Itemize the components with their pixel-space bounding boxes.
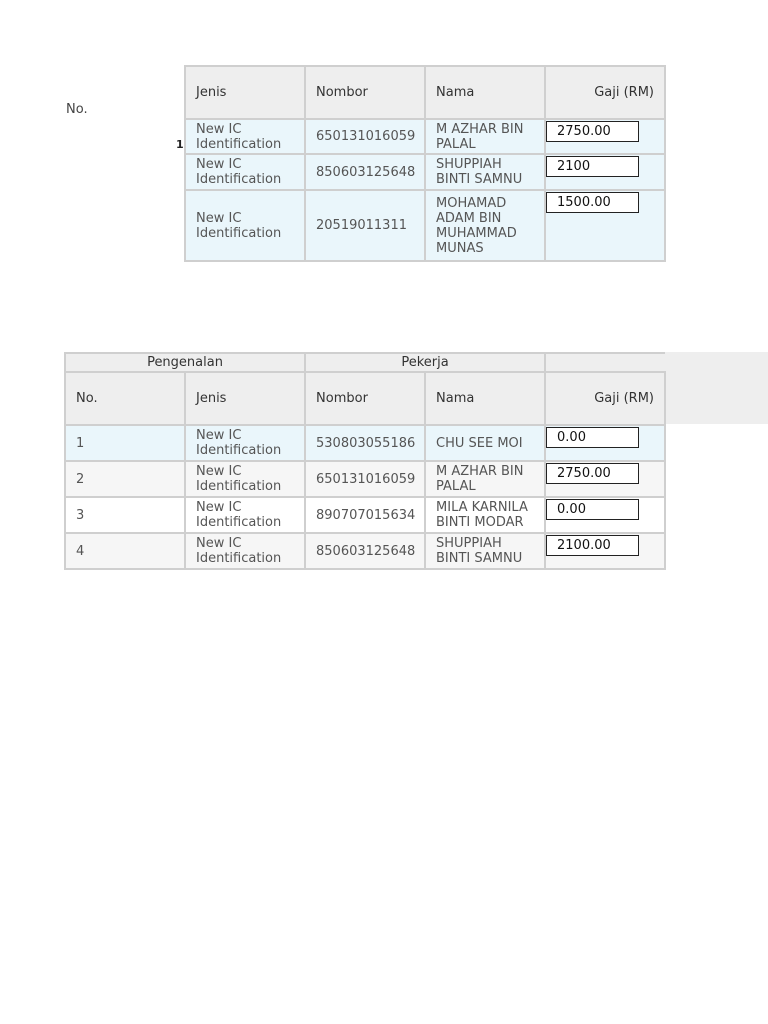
cell-gaji <box>545 119 665 154</box>
cell-gaji <box>545 190 665 261</box>
salary-input[interactable] <box>546 156 639 177</box>
group-pengenalan: Pengenalan <box>65 353 305 372</box>
header-gaji: Gaji (RM) <box>545 66 665 119</box>
header-no: No. <box>65 372 185 425</box>
cell-no: 3 <box>65 497 185 533</box>
cell-jenis: New IC Identification <box>185 425 305 461</box>
group-header-extension <box>664 352 768 424</box>
cell-jenis: New IC Identification <box>185 190 305 261</box>
bottom-employee-table <box>64 352 666 570</box>
table-row <box>65 497 665 533</box>
cell-jenis: New IC Identification <box>185 154 305 190</box>
group-empty <box>545 353 665 372</box>
group-header-row <box>65 353 665 372</box>
cell-gaji <box>545 154 665 190</box>
header-nombor: Nombor <box>305 372 425 425</box>
cell-gaji <box>545 533 665 569</box>
cell-jenis: New IC Identification <box>185 119 305 154</box>
cell-nama: SHUPPIAH BINTI SAMNU <box>425 154 545 190</box>
header-nama: Nama <box>425 66 545 119</box>
salary-input[interactable] <box>546 463 639 484</box>
cell-gaji <box>545 425 665 461</box>
cell-jenis: New IC Identification <box>185 497 305 533</box>
salary-input[interactable] <box>546 499 639 520</box>
cell-nama: MOHAMAD ADAM BIN MUHAMMAD MUNAS <box>425 190 545 261</box>
cell-nama: M AZHAR BIN PALAL <box>425 119 545 154</box>
cell-no: 2 <box>65 461 185 497</box>
salary-input[interactable] <box>546 427 639 448</box>
header-gaji: Gaji (RM) <box>545 372 665 425</box>
table-row <box>65 425 665 461</box>
row-marker: 1 <box>176 138 184 151</box>
cell-no: 4 <box>65 533 185 569</box>
cell-nombor: 890707015634 <box>305 497 425 533</box>
floating-no-label: No. <box>66 102 88 117</box>
cell-jenis: New IC Identification <box>185 461 305 497</box>
cell-nombor: 530803055186 <box>305 425 425 461</box>
salary-input[interactable] <box>546 535 639 556</box>
cell-nombor: 650131016059 <box>305 461 425 497</box>
table-row <box>185 190 665 261</box>
cell-nama: CHU SEE MOI <box>425 425 545 461</box>
salary-input[interactable] <box>546 121 639 142</box>
cell-nombor: 20519011311 <box>305 190 425 261</box>
cell-nombor: 850603125648 <box>305 533 425 569</box>
cell-gaji <box>545 497 665 533</box>
header-jenis: Jenis <box>185 372 305 425</box>
cell-gaji <box>545 461 665 497</box>
cell-nombor: 650131016059 <box>305 119 425 154</box>
table-row <box>65 461 665 497</box>
cell-nama: MILA KARNILA BINTI MODAR <box>425 497 545 533</box>
cell-nama: M AZHAR BIN PALAL <box>425 461 545 497</box>
header-nama: Nama <box>425 372 545 425</box>
cell-nama: SHUPPIAH BINTI SAMNU <box>425 533 545 569</box>
cell-no: 1 <box>65 425 185 461</box>
table-row <box>185 154 665 190</box>
cell-nombor: 850603125648 <box>305 154 425 190</box>
table-row <box>65 533 665 569</box>
header-row <box>185 66 665 119</box>
salary-input[interactable] <box>546 192 639 213</box>
cell-jenis: New IC Identification <box>185 533 305 569</box>
table-row <box>185 119 665 154</box>
group-pekerja: Pekerja <box>305 353 545 372</box>
header-row <box>65 372 665 425</box>
header-nombor: Nombor <box>305 66 425 119</box>
header-jenis: Jenis <box>185 66 305 119</box>
top-employee-table <box>184 65 666 262</box>
